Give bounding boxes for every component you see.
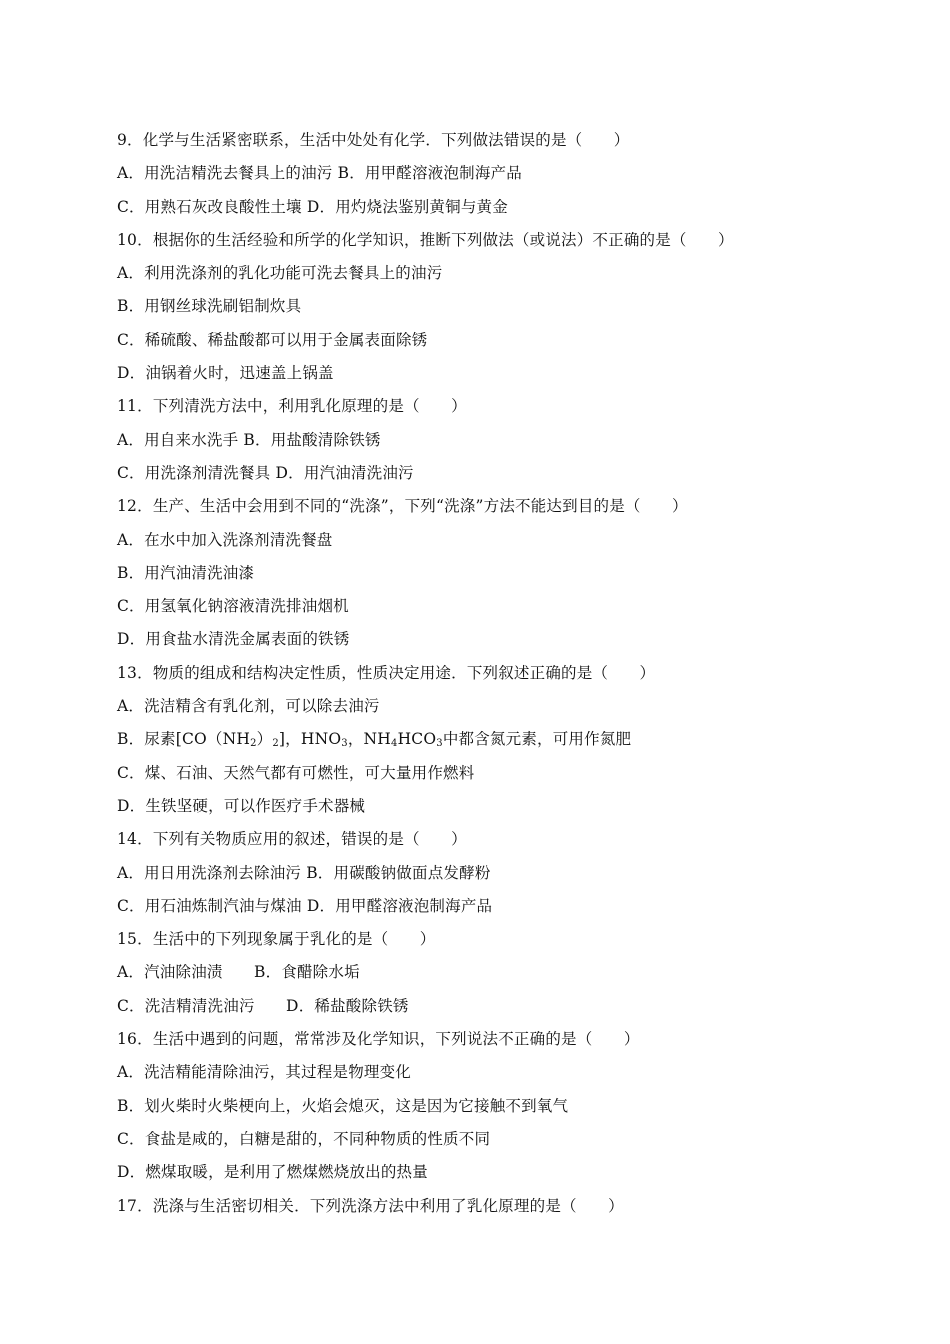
question-13-stem: 13．物质的组成和结构决定性质，性质决定用途．下列叙述正确的是（ ）: [117, 663, 656, 682]
question-16-option-a: A．洗洁精能清除油污，其过程是物理变化: [117, 1063, 411, 1082]
question-12-option-d: D．用食盐水清洗金属表面的铁锈: [117, 630, 350, 649]
question-11-stem: 11．下列清洗方法中，利用乳化原理的是（ ）: [117, 397, 467, 416]
question-16-option-c: C．食盐是咸的，白糖是甜的，不同种物质的性质不同: [117, 1129, 491, 1148]
question-11-option-cd: C．用洗涤剂清洗餐具 D．用汽油清洗油污: [117, 463, 414, 482]
question-16-stem: 16．生活中遇到的问题，常常涉及化学知识，下列说法不正确的是（ ）: [117, 1030, 640, 1049]
formula-text: ）: [256, 730, 273, 749]
question-16-option-d: D．燃煤取暖，是利用了燃煤燃烧放出的热量: [117, 1163, 428, 1182]
formula-text: ]，HNO: [278, 730, 342, 749]
question-15-option-ab: A．汽油除油渍 B．食醋除水垢: [117, 963, 360, 982]
question-15-stem: 15．生活中的下列现象属于乳化的是（ ）: [117, 930, 436, 949]
document-page: [117, 124, 897, 1223]
question-9-stem: 9．化学与生活紧密联系，生活中处处有化学．下列做法错误的是（ ）: [117, 131, 630, 149]
question-14-stem: 14．下列有关物质应用的叙述，错误的是（ ）: [117, 830, 467, 849]
question-13-option-a: A．洗洁精含有乳化剂，可以除去油污: [117, 697, 380, 716]
question-13-option-d: D．生铁坚硬，可以作医疗手术器械: [117, 796, 366, 815]
question-10-option-b: B．用钢丝球洗刷铝制炊具: [117, 297, 302, 316]
formula-text: 中都含氮元素，可用作氮肥: [442, 730, 632, 749]
question-9-option-ab: A．用洗洁精洗去餐具上的油污 B．用甲醛溶液泡制海产品: [117, 164, 522, 183]
question-10-option-c: C．稀硫酸、稀盐酸都可以用于金属表面除锈: [117, 330, 428, 349]
formula-text: ，NH: [347, 730, 392, 749]
question-14-option-cd: C．用石油炼制汽油与煤油 D．用甲醛溶液泡制海产品: [117, 896, 493, 915]
formula-text: B．尿素[CO（NH: [117, 730, 251, 749]
question-14-option-ab: A．用日用洗涤剂去除油污 B．用碳酸钠做面点发酵粉: [117, 863, 491, 882]
subscript: 4: [391, 738, 398, 750]
question-12-option-b: B．用汽油清洗油漆: [117, 563, 255, 582]
question-10-option-d: D．油锅着火时，迅速盖上锅盖: [117, 364, 334, 383]
subscript: 2: [250, 738, 257, 750]
question-13-option-b: [117, 723, 897, 756]
question-12-option-c: C．用氢氧化钠溶液清洗排油烟机: [117, 597, 349, 616]
question-13-option-c: C．煤、石油、天然气都有可燃性，可大量用作燃料: [117, 763, 475, 782]
question-17-stem: 17．洗涤与生活密切相关．下列洗涤方法中利用了乳化原理的是（ ）: [117, 1196, 624, 1215]
question-12-option-a: A．在水中加入洗涤剂清洗餐盘: [117, 530, 333, 549]
question-10-stem: 10．根据你的生活经验和所学的化学知识，推断下列做法（或说法）不正确的是（ ）: [117, 230, 734, 249]
question-9-option-cd: C．用熟石灰改良酸性土壤 D．用灼烧法鉴别黄铜与黄金: [117, 197, 508, 216]
subscript: 3: [341, 738, 348, 750]
subscript: 3: [436, 738, 443, 750]
question-10-option-a: A．利用洗涤剂的乳化功能可洗去餐具上的油污: [117, 264, 443, 283]
formula-text: HCO: [397, 730, 437, 749]
question-15-option-cd: C．洗洁精清洗油污 D．稀盐酸除铁锈: [117, 996, 409, 1015]
question-16-option-b: B．划火柴时火柴梗向上，火焰会熄灭，这是因为它接触不到氧气: [117, 1096, 569, 1115]
question-11-option-ab: A．用自来水洗手 B．用盐酸清除铁锈: [117, 430, 381, 449]
subscript: 2: [272, 738, 279, 750]
question-12-stem: 12．生产、生活中会用到不同的“洗涤”，下列“洗涤”方法不能达到目的是（ ）: [117, 497, 688, 516]
